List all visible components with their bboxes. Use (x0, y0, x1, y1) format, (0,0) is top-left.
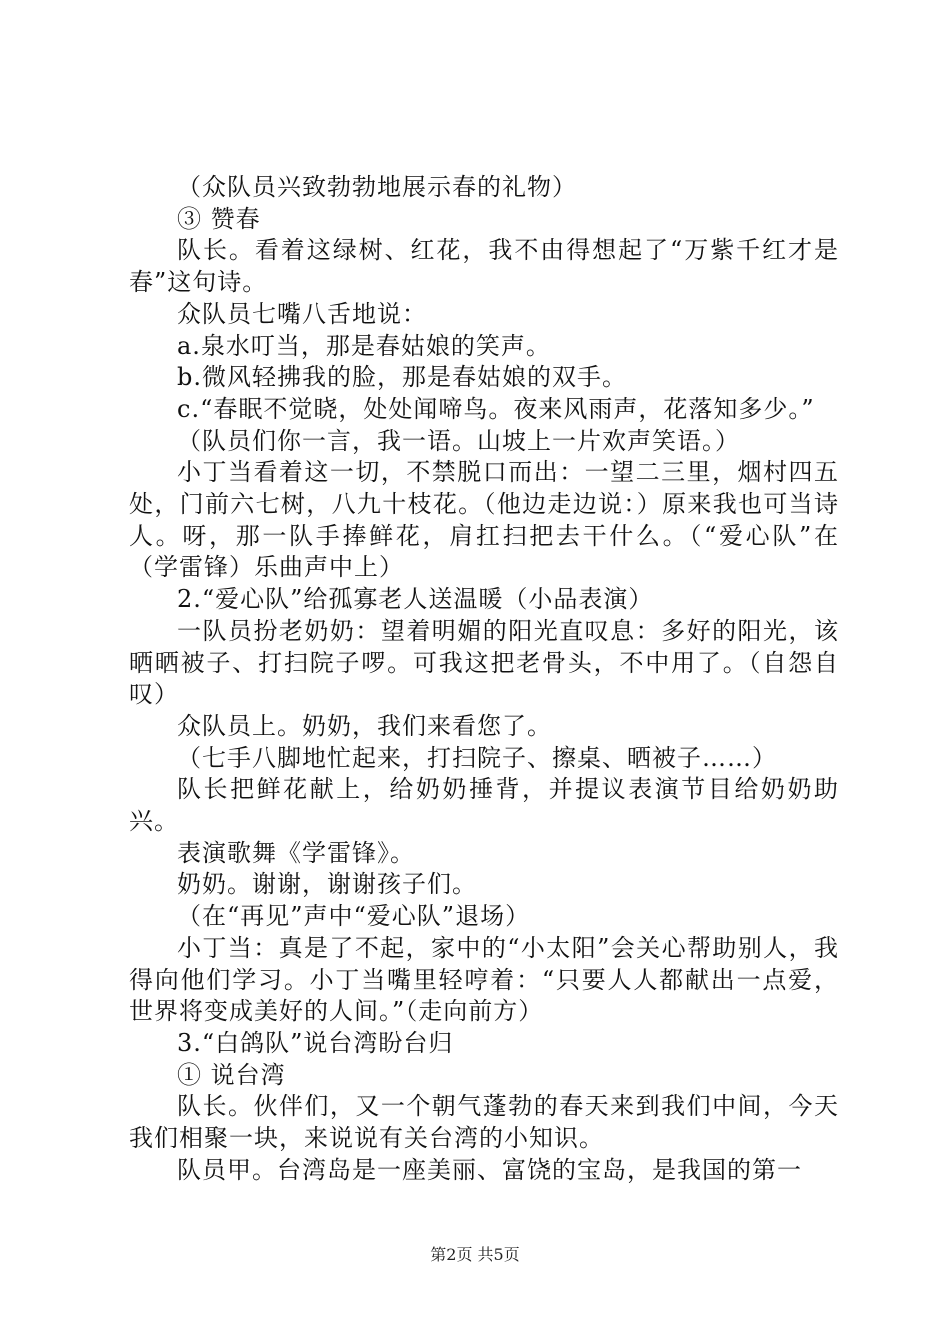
list-item: c.“春眠不觉晓，处处闻啼鸟。夜来风雨声，花落知多少。” (177, 394, 815, 423)
section-heading: 3.“白鸽队”说台湾盼台归 (177, 1028, 454, 1057)
paragraph: 队长。看着这绿树、红花，我不由得想起了“万紫千红才是春”这句诗。 (129, 236, 839, 297)
page-footer (0, 1242, 950, 1265)
paragraph: （在“再见”声中“爱心队”退场） (177, 902, 531, 931)
list-item: a.泉水叮当，那是春姑娘的笑声。 (177, 331, 551, 360)
paragraph: 小丁当：真是了不起，家中的“小太阳”会关心帮助别人，我得向他们学习。小丁当嘴里轻哼着：“只要人人都献出一点爱，世界将变成美好的人间。”（走向前方） (129, 933, 839, 1026)
paragraph: 队长把鲜花献上，给奶奶捶背，并提议表演节目给奶奶助兴。 (129, 775, 839, 836)
paragraph: 队长。伙伴们，又一个朝气蓬勃的春天来到我们中间，今天我们相聚一块，来说说有关台湾的小知识。 (129, 1092, 839, 1153)
page-number: 第2页 共5页 (430, 1245, 520, 1264)
paragraph: 表演歌舞《学雷锋》。 (177, 838, 415, 867)
section-heading: ③ 赞春 (177, 204, 261, 233)
paragraph: 一队员扮老奶奶：望着明媚的阳光直叹息：多好的阳光，该晒晒被子、打扫院子啰。可我这把老骨头，不中用了。（自怨自叹） (129, 616, 839, 709)
paragraph: （众队员兴致勃勃地展示春的礼物） (177, 173, 577, 201)
paragraph: （七手八脚地忙起来，打扫院子、擦桌、晒被子……） (177, 743, 777, 772)
paragraph: 队员甲。台湾岛是一座美丽、富饶的宝岛，是我国的第一 (177, 1155, 802, 1184)
section-heading: 2.“爱心队”给孤寡老人送温暖（小品表演） (177, 585, 654, 614)
body-text (129, 172, 839, 1187)
paragraph: 众队员七嘴八舌地说： (177, 299, 427, 328)
section-heading: ① 说台湾 (177, 1060, 286, 1089)
list-item: b.微风轻拂我的脸，那是春姑娘的双手。 (177, 363, 627, 392)
paragraph: 奶奶。谢谢，谢谢孩子们。 (177, 870, 477, 899)
paragraph: （队员们你一言，我一语。山坡上一片欢声笑语。） (177, 426, 740, 455)
paragraph: 小丁当看着这一切，不禁脱口而出：一望二三里，烟村四五处，门前六七树，八九十枝花。（他边走边说：）原来我也可当诗人。呀，那一队手捧鲜花，肩扛扫把去干什么。（“爱心队”在（学雷锋）乐曲声中上） (129, 458, 839, 582)
paragraph: 众队员上。奶奶，我们来看您了。 (177, 711, 552, 740)
